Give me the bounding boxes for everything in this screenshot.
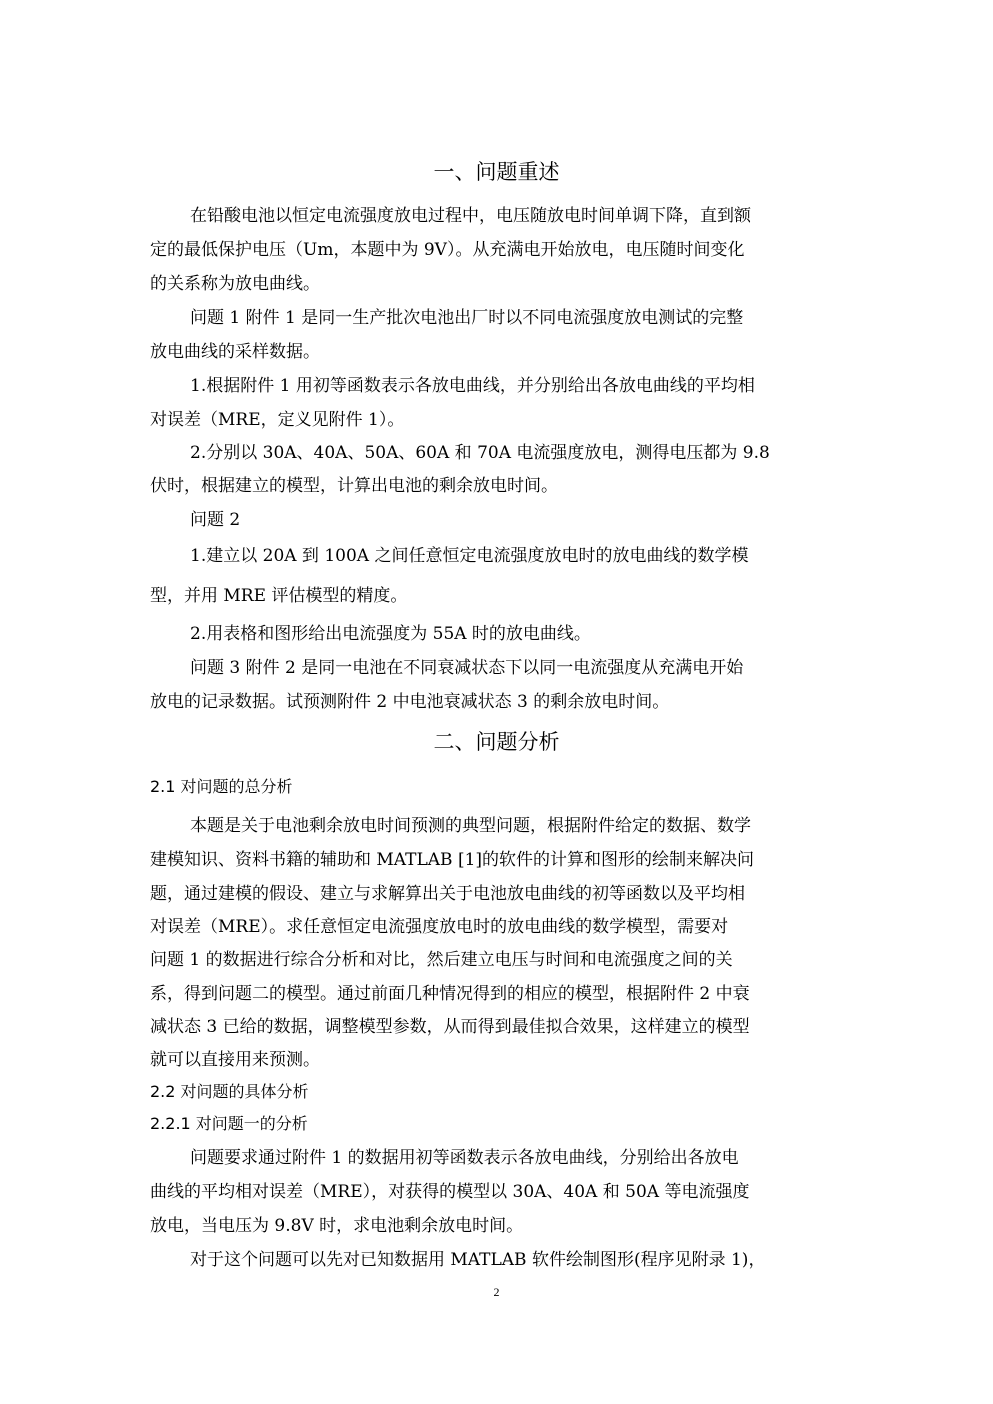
paragraph-line: 问题 3 附件 2 是同一电池在不同衰减状态下以同一电流强度从充满电开始 [190,658,744,678]
paragraph-line: 定的最低保护电压（Um，本题中为 9V）。从充满电开始放电，电压随时间变化 [150,240,745,260]
subsubsection-heading: 2.2.1 对问题一的分析 [150,1114,308,1133]
paragraph-line: 问题 2 [190,510,241,530]
paragraph-line: 2.用表格和图形给出电流强度为 55A 时的放电曲线。 [190,624,591,644]
paragraph-line: 型，并用 MRE 评估模型的精度。 [150,586,408,606]
paragraph-line: 对于这个问题可以先对已知数据用 MATLAB 软件绘制图形(程序见附录 1)， [190,1250,766,1270]
paragraph-line: 放电的记录数据。试预测附件 2 中电池衰减状态 3 的剩余放电时间。 [150,692,670,712]
paragraph-line: 放电曲线的采样数据。 [150,342,320,362]
paragraph-line: 本题是关于电池剩余放电时间预测的典型问题，根据附件给定的数据、数学 [190,816,751,836]
page-number: 2 [493,1285,500,1299]
paragraph-line: 减状态 3 已给的数据，调整模型参数，从而得到最佳拟合效果，这样建立的模型 [150,1017,750,1037]
subsection-heading: 2.1 对问题的总分析 [150,777,293,796]
section-1-title: 一、问题重述 [433,160,560,184]
paragraph-line: 问题 1 附件 1 是同一生产批次电池出厂时以不同电流强度放电测试的完整 [190,308,744,328]
paragraph-line: 就可以直接用来预测。 [150,1050,320,1070]
section-2-title: 二、问题分析 [433,730,560,754]
paragraph-line: 对误差（MRE，定义见附件 1）。 [150,410,405,430]
paragraph-line: 2.分别以 30A、40A、50A、60A 和 70A 电流强度放电，测得电压都为 9.8 [190,443,770,463]
paragraph-line: 伏时，根据建立的模型，计算出电池的剩余放电时间。 [150,476,558,496]
paragraph-line: 题，通过建模的假设、建立与求解算出关于电池放电曲线的初等函数以及平均相 [150,884,745,904]
paragraph-line: 1.根据附件 1 用初等函数表示各放电曲线，并分别给出各放电曲线的平均相 [190,376,755,396]
paragraph-line: 曲线的平均相对误差（MRE），对获得的模型以 30A、40A 和 50A 等电流强度 [150,1182,750,1202]
paragraph-line: 1.建立以 20A 到 100A 之间任意恒定电流强度放电时的放电曲线的数学模 [190,546,749,566]
paragraph-line: 放电，当电压为 9.8V 时，求电池剩余放电时间。 [150,1216,524,1236]
paragraph-line: 对误差（MRE）。求任意恒定电流强度放电时的放电曲线的数学模型，需要对 [150,917,729,937]
paragraph-line: 在铅酸电池以恒定电流强度放电过程中，电压随放电时间单调下降，直到额 [190,206,751,226]
subsection-heading: 2.2 对问题的具体分析 [150,1082,309,1101]
paragraph-line: 系，得到问题二的模型。通过前面几种情况得到的相应的模型，根据附件 2 中衰 [150,984,750,1004]
paragraph-line: 的关系称为放电曲线。 [150,274,320,294]
paragraph-line: 问题要求通过附件 1 的数据用初等函数表示各放电曲线，分别给出各放电 [190,1148,739,1168]
paragraph-line: 建模知识、资料书籍的辅助和 MATLAB [1]的软件的计算和图形的绘制来解决问 [150,850,755,870]
paragraph-line: 问题 1 的数据进行综合分析和对比，然后建立电压与时间和电流强度之间的关 [150,950,733,970]
